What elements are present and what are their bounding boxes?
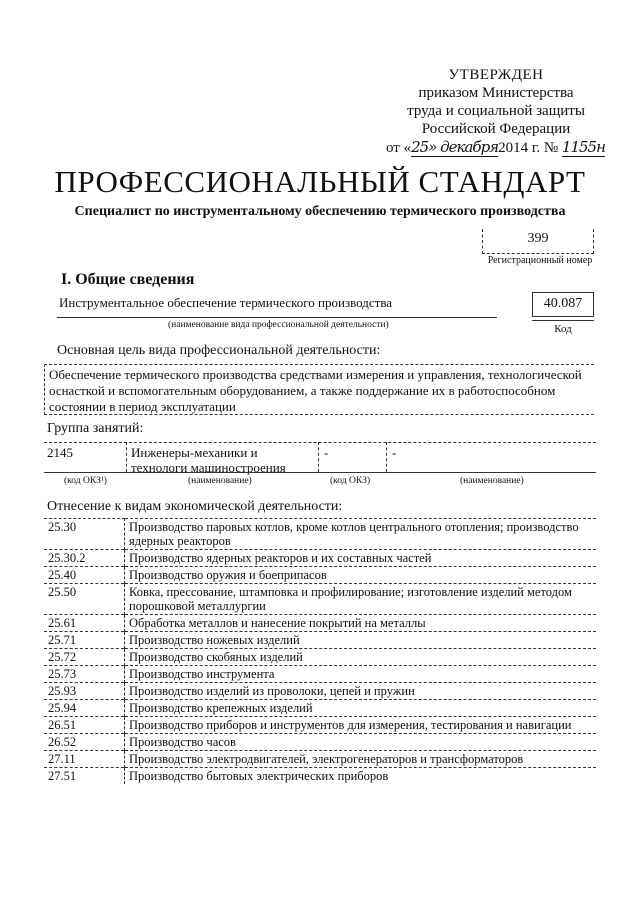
activity-underline: [57, 317, 497, 318]
okved-code: 26.52: [44, 734, 125, 751]
okved-label: Отнесение к видам экономической деятельности:: [47, 499, 343, 514]
handwritten-date: 25» декабря: [411, 138, 499, 156]
table-row: [44, 550, 596, 567]
group-code-2: -: [324, 445, 329, 460]
approved-title: УТВЕРЖДЕН: [448, 67, 544, 83]
table-row: [44, 700, 596, 717]
table-row: [44, 734, 596, 751]
group-caption-name: (наименование): [188, 476, 252, 486]
okved-code: 25.94: [44, 700, 125, 717]
approval-date-line: [386, 138, 606, 157]
okved-name: Производство приборов и инструментов для измерения, тестирования и навигации: [125, 717, 597, 734]
activity-caption: (наименование вида профессиональной деятельности): [168, 320, 389, 330]
handwritten-order-number: 1155н: [561, 138, 605, 156]
okved-code: 25.30: [44, 519, 125, 550]
registration-number: 399: [527, 231, 549, 246]
registration-number-box: [482, 229, 594, 254]
group-name-1: Инженеры-механики и технологи машиностроения: [131, 445, 286, 475]
okved-code: 26.51: [44, 717, 125, 734]
group-caption-name-2: (наименование): [460, 476, 524, 486]
okved-name: Производство бытовых электрических приборов: [125, 768, 597, 785]
date-prefix: от «: [386, 140, 412, 156]
okved-code: 27.11: [44, 751, 125, 768]
okved-code: 27.51: [44, 768, 125, 785]
okved-code: 25.71: [44, 632, 125, 649]
table-row: [44, 632, 596, 649]
okved-name: Производство электродвигателей, электрогенераторов и трансформаторов: [125, 751, 597, 768]
okved-name: Производство крепежных изделий: [125, 700, 597, 717]
table-row: [44, 584, 596, 615]
okved-name: Производство инструмента: [125, 666, 597, 683]
okved-code: 25.61: [44, 615, 125, 632]
activity-name: Инструментальное обеспечение термического производства: [59, 295, 393, 310]
table-row: [44, 519, 596, 550]
group-code-1: 2145: [47, 445, 73, 460]
table-row: [44, 615, 596, 632]
okved-name: Производство изделий из проволоки, цепей и пружин: [125, 683, 597, 700]
group-divider-1: [126, 442, 127, 472]
date-year: 2014 г. №: [498, 140, 559, 156]
occupation-groups-label: Группа занятий:: [47, 421, 144, 436]
okved-name: Производство ядерных реакторов и их составных частей: [125, 550, 597, 567]
okved-name: Производство ножевых изделий: [125, 632, 597, 649]
approved-line-3: труда и социальной защиты: [407, 103, 585, 119]
okved-name: Производство оружия и боеприпасов: [125, 567, 597, 584]
group-caption-code: (код ОКЗ¹): [64, 476, 107, 486]
okved-code: 25.73: [44, 666, 125, 683]
goal-label: Основная цель вида профессиональной деятельности:: [57, 343, 381, 358]
okved-name: Производство скобяных изделий: [125, 649, 597, 666]
okved-code: 25.30.2: [44, 550, 125, 567]
okved-code: 25.50: [44, 584, 125, 615]
table-row: [44, 768, 596, 785]
groups-bottom-line: [44, 472, 596, 473]
okved-name: Ковка, прессование, штамповка и профилирование; изготовление изделий методом порошковой металлургии: [125, 584, 597, 615]
code-label: Код: [532, 320, 594, 335]
section-heading: I. Общие сведения: [61, 271, 195, 288]
table-row: [44, 649, 596, 666]
table-row: [44, 683, 596, 700]
group-caption-code-2: (код ОКЗ): [330, 476, 371, 486]
table-row: [44, 666, 596, 683]
approval-stamp: [386, 66, 606, 157]
okved-code: 25.93: [44, 683, 125, 700]
group-divider-3: [386, 442, 387, 472]
okved-name: Обработка металлов и нанесение покрытий на металлы: [125, 615, 597, 632]
registration-number-label: Регистрационный номер: [487, 255, 593, 266]
table-row: [44, 751, 596, 768]
okved-code: 25.72: [44, 649, 125, 666]
table-row: [44, 567, 596, 584]
group-divider-2: [318, 442, 319, 472]
document-title: ПРОФЕССИОНАЛЬНЫЙ СТАНДАРТ: [54, 164, 586, 199]
activity-code: 40.087: [532, 292, 594, 317]
okved-name: Производство часов: [125, 734, 597, 751]
approved-line-2: приказом Министерства: [418, 85, 574, 101]
table-row: [44, 717, 596, 734]
okved-code: 25.40: [44, 567, 125, 584]
approved-line-4: Российской Федерации: [421, 121, 571, 137]
group-name-2: -: [392, 445, 397, 460]
document-subtitle: Специалист по инструментальному обеспечению термического производства: [74, 204, 566, 219]
goal-text: Обеспечение термического производства средствами измерения и управления, технологической оснасткой и вспомогательным оборудованием, а также поддержание их в работоспособном состоянии в период эксплуатации: [44, 364, 594, 415]
okved-name: Производство паровых котлов, кроме котлов центрального отопления; производство ядерных реакторов: [125, 519, 597, 550]
okved-table: [44, 518, 596, 784]
